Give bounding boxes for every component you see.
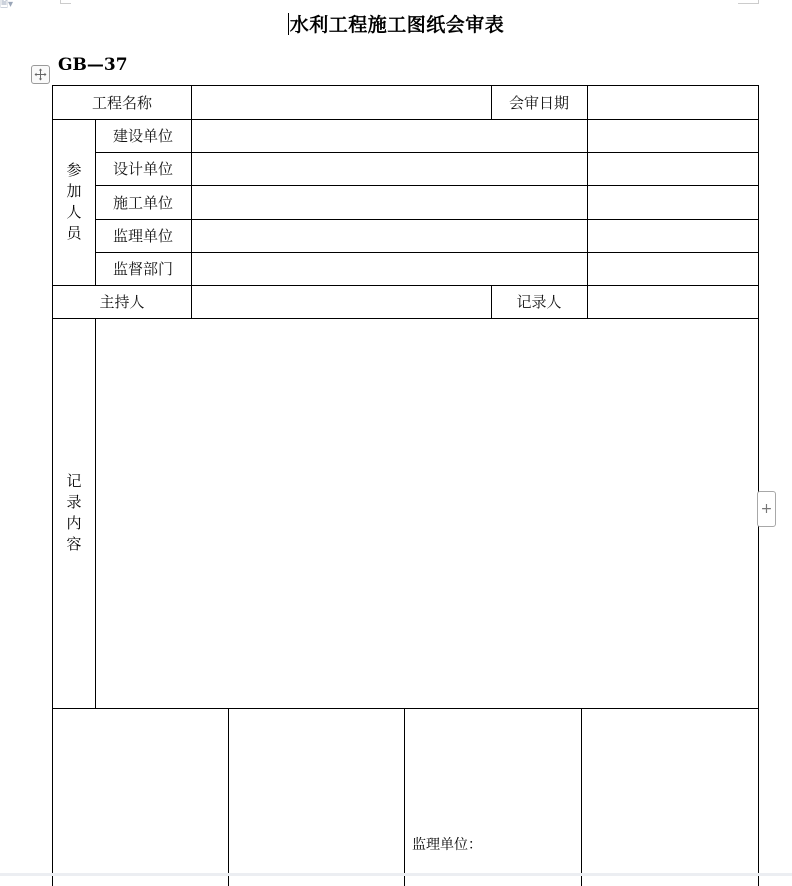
form-code: GB—37 bbox=[58, 55, 128, 75]
add-column-button[interactable] bbox=[757, 491, 776, 527]
host-field[interactable] bbox=[192, 285, 491, 318]
crop-mark-left bbox=[60, 0, 71, 4]
participant-design-unit-label: 设计单位 bbox=[112, 160, 173, 178]
host-label: 主持人 bbox=[99, 293, 145, 311]
crop-mark-right bbox=[738, 0, 759, 4]
participant-oversight-label: 监督部门 bbox=[112, 260, 173, 278]
review-date-field[interactable] bbox=[588, 86, 758, 119]
participant-supervisor-label: 监理单位 bbox=[112, 227, 173, 245]
participant-construction-unit-label: 建设单位 bbox=[112, 127, 173, 145]
participant-supervisor-field[interactable] bbox=[192, 219, 587, 252]
signature-cell-2[interactable] bbox=[229, 709, 404, 886]
participant-construction-unit-extra[interactable] bbox=[588, 119, 758, 152]
participant-design-unit-extra[interactable] bbox=[588, 152, 758, 185]
recorder-label: 记录人 bbox=[516, 293, 562, 311]
project-name-label: 工程名称 bbox=[91, 94, 152, 112]
project-name-field[interactable] bbox=[192, 86, 491, 119]
table-move-handle[interactable] bbox=[31, 65, 50, 84]
participant-oversight-extra[interactable] bbox=[588, 252, 758, 285]
plus-icon: + bbox=[760, 501, 773, 517]
review-date-label: 会审日期 bbox=[508, 94, 569, 112]
participant-design-unit-field[interactable] bbox=[192, 152, 587, 185]
signature-cell-3[interactable] bbox=[405, 709, 581, 886]
participant-contractor-label: 施工单位 bbox=[112, 193, 173, 212]
participant-oversight-field[interactable] bbox=[192, 252, 587, 285]
participant-contractor-field[interactable] bbox=[192, 185, 587, 219]
participant-contractor-extra[interactable] bbox=[588, 185, 758, 219]
document-title-text: 水利工程施工图纸会审表 bbox=[289, 14, 505, 36]
participant-supervisor-extra[interactable] bbox=[588, 219, 758, 252]
participant-construction-unit-field[interactable] bbox=[192, 119, 587, 152]
record-content-label: 记录内容 bbox=[66, 472, 82, 553]
signature-cell-1[interactable] bbox=[53, 709, 228, 886]
participants-label: 参加人员 bbox=[66, 161, 82, 242]
signature-cell-4[interactable] bbox=[582, 709, 758, 886]
move-arrows-icon bbox=[34, 68, 47, 81]
page-corner-icon: 🗎▾ bbox=[0, 0, 14, 10]
record-content-area[interactable] bbox=[96, 319, 758, 708]
text-cursor bbox=[288, 13, 289, 35]
document-title[interactable] bbox=[0, 10, 792, 37]
recorder-field[interactable] bbox=[588, 285, 758, 318]
review-table bbox=[52, 85, 759, 886]
supervisor-signature-label: 监理单位： bbox=[412, 837, 482, 853]
